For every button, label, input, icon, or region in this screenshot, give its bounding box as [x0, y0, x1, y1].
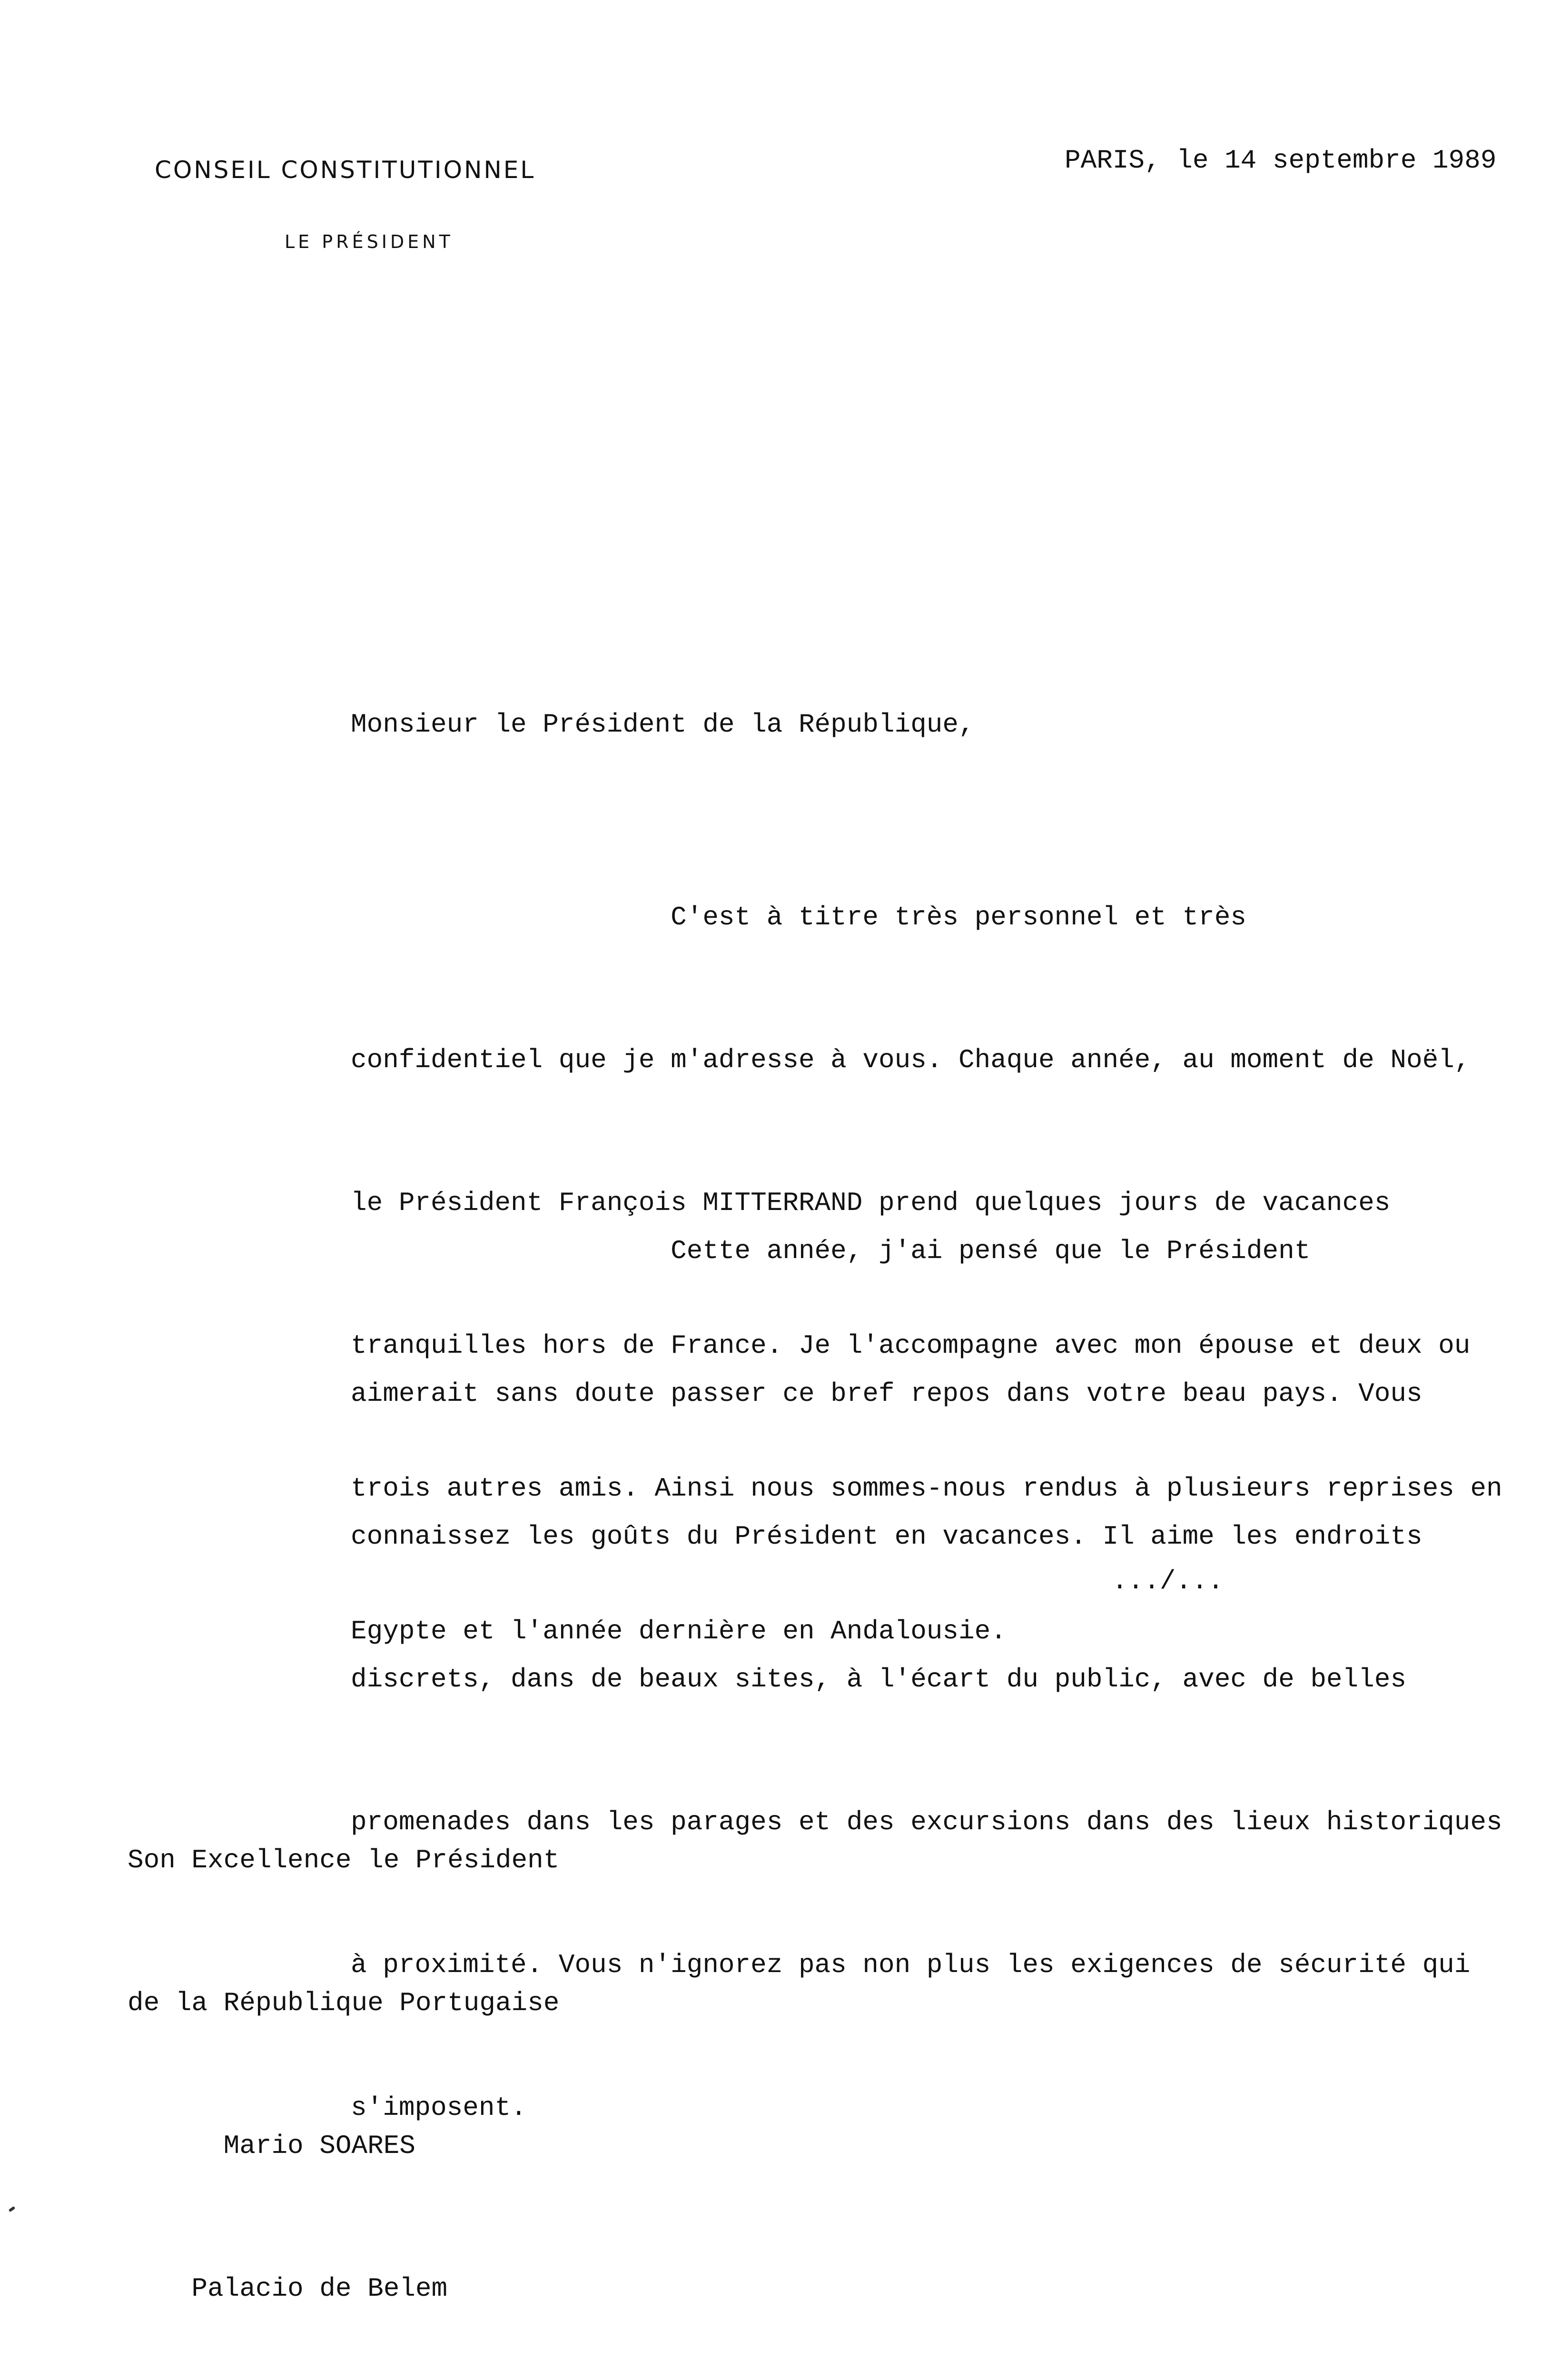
continued-marker: .../...: [1112, 1566, 1224, 1597]
salutation: Monsieur le Président de la République,: [351, 709, 975, 740]
scan-speck: [9, 2206, 16, 2212]
paragraph-line: C'est à titre très personnel et très: [351, 902, 1246, 932]
paragraph-line: tranquilles hors de France. Je l'accompagne avec mon épouse et deux ou: [351, 1330, 1471, 1361]
paragraph-line: confidentiel que je m'adresse à vous. Chaque année, au moment de Noël,: [351, 1045, 1471, 1075]
paragraph-line: connaissez les goûts du Président en vacances. Il aime les endroits: [351, 1521, 1423, 1552]
paragraph-line: discrets, dans de beaux sites, à l'écart du public, avec de belles: [351, 1664, 1406, 1695]
paragraph-line: Egypte et l'année dernière en Andalousie.: [351, 1616, 1007, 1646]
address-line: Palacio de Belem: [128, 2273, 448, 2304]
paragraph-line: aimerait sans doute passer ce bref repos dans votre beau pays. Vous: [351, 1378, 1423, 1409]
letterhead-institution: CONSEIL CONSTITUTIONNEL: [155, 156, 536, 184]
paragraph-line: le Président François MITTERRAND prend quelques jours de vacances: [351, 1188, 1391, 1218]
address-line: Mario SOARES: [128, 2131, 415, 2161]
paragraph-line: à proximité. Vous n'ignorez pas non plus les exigences de sécurité qui: [351, 1950, 1471, 1980]
date-line: PARIS, le 14 septembre 1989: [1065, 145, 1497, 176]
paragraph-line: Cette année, j'ai pensé que le Président: [351, 1236, 1311, 1266]
paragraph-line: s'imposent.: [351, 2092, 527, 2123]
recipient-address: [128, 1741, 699, 2380]
letterhead-office: LE PRÉSIDENT: [285, 231, 454, 252]
address-line: de la République Portugaise: [128, 1988, 560, 2018]
paragraph-line: trois autres amis. Ainsi nous sommes-nous rendus à plusieurs reprises en: [351, 1473, 1502, 1504]
paragraph-line: promenades dans les parages et des excursions dans des lieux historiques: [351, 1807, 1502, 1837]
address-line: Son Excellence le Président: [128, 1845, 560, 1875]
